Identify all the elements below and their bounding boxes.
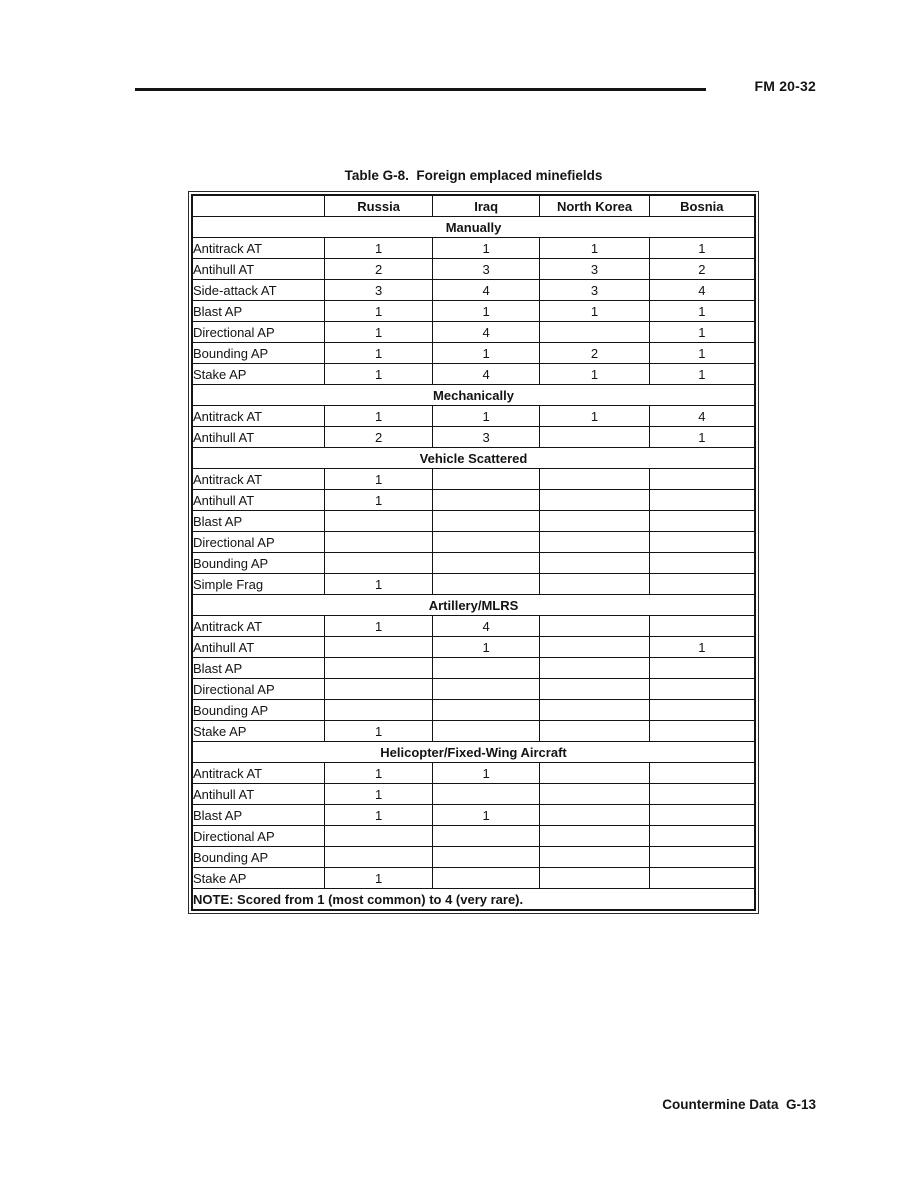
note-row [192, 889, 755, 911]
score-cell: 1 [432, 763, 540, 784]
score-cell: 3 [540, 280, 649, 301]
score-cell [325, 826, 433, 847]
score-cell [649, 532, 755, 553]
score-cell [540, 322, 649, 343]
score-cell [540, 763, 649, 784]
table-row [192, 532, 755, 553]
score-cell: 1 [325, 784, 433, 805]
score-cell: 1 [325, 721, 433, 742]
score-cell: 1 [649, 637, 755, 658]
score-cell: 4 [432, 280, 540, 301]
score-cell [432, 826, 540, 847]
row-label: Antihull AT [192, 637, 325, 658]
score-cell [325, 553, 433, 574]
score-cell: 2 [325, 259, 433, 280]
minefield-table-frame [188, 191, 759, 914]
score-cell [432, 784, 540, 805]
table-row [192, 364, 755, 385]
table-row [192, 238, 755, 259]
score-cell: 1 [649, 364, 755, 385]
row-label: Blast AP [192, 301, 325, 322]
table-row [192, 847, 755, 868]
table-row [192, 427, 755, 448]
score-cell: 1 [432, 343, 540, 364]
score-cell: 1 [649, 238, 755, 259]
score-cell [649, 805, 755, 826]
table-row [192, 259, 755, 280]
score-cell [432, 658, 540, 679]
score-cell [649, 784, 755, 805]
score-cell [540, 826, 649, 847]
score-cell: 1 [325, 574, 433, 595]
column-header-north-korea: North Korea [540, 195, 649, 217]
row-label: Antihull AT [192, 259, 325, 280]
score-cell [325, 637, 433, 658]
score-cell [432, 721, 540, 742]
score-cell: 2 [649, 259, 755, 280]
section-header-row [192, 595, 755, 616]
row-label: Antihull AT [192, 784, 325, 805]
row-label: Directional AP [192, 322, 325, 343]
score-cell [649, 679, 755, 700]
score-cell: 1 [325, 616, 433, 637]
score-cell: 1 [540, 301, 649, 322]
score-cell [649, 721, 755, 742]
score-cell: 1 [432, 238, 540, 259]
section-title: Vehicle Scattered [192, 448, 755, 469]
row-label: Antihull AT [192, 490, 325, 511]
score-cell [649, 574, 755, 595]
score-cell: 1 [432, 637, 540, 658]
score-cell [325, 511, 433, 532]
table-row [192, 805, 755, 826]
score-cell: 1 [649, 343, 755, 364]
score-cell [432, 469, 540, 490]
table-body [192, 217, 755, 889]
table-row [192, 406, 755, 427]
score-cell: 1 [432, 805, 540, 826]
table-row [192, 721, 755, 742]
score-cell [540, 574, 649, 595]
score-cell [649, 490, 755, 511]
score-cell: 1 [325, 343, 433, 364]
score-cell: 3 [432, 427, 540, 448]
column-header-russia: Russia [325, 195, 433, 217]
score-cell [649, 700, 755, 721]
score-cell: 3 [432, 259, 540, 280]
score-cell: 3 [540, 259, 649, 280]
score-cell [540, 679, 649, 700]
score-cell [432, 679, 540, 700]
score-cell: 1 [540, 406, 649, 427]
corner-cell [192, 195, 325, 217]
row-label: Stake AP [192, 364, 325, 385]
score-cell [649, 847, 755, 868]
score-cell [325, 679, 433, 700]
minefield-table [191, 194, 756, 911]
score-cell [432, 868, 540, 889]
score-cell: 1 [325, 469, 433, 490]
score-cell [649, 826, 755, 847]
score-cell [540, 784, 649, 805]
column-header-bosnia: Bosnia [649, 195, 755, 217]
doc-reference: FM 20-32 [754, 78, 816, 94]
section-header-row [192, 742, 755, 763]
section-title: Artillery/MLRS [192, 595, 755, 616]
score-cell [540, 847, 649, 868]
section-header-row [192, 385, 755, 406]
row-label: Antitrack AT [192, 763, 325, 784]
section-title: Manually [192, 217, 755, 238]
table-row [192, 322, 755, 343]
score-cell [649, 658, 755, 679]
score-cell [325, 658, 433, 679]
table-title: Table G-8. Foreign emplaced minefields [344, 168, 603, 183]
score-cell: 1 [325, 322, 433, 343]
score-cell: 1 [325, 868, 433, 889]
row-label: Antitrack AT [192, 406, 325, 427]
table-row [192, 679, 755, 700]
score-cell: 1 [649, 427, 755, 448]
page-footer: Countermine Data G-13 [662, 1097, 816, 1112]
score-cell [649, 868, 755, 889]
table-row [192, 469, 755, 490]
table-row [192, 490, 755, 511]
score-cell: 1 [325, 238, 433, 259]
score-cell [540, 637, 649, 658]
score-cell [649, 511, 755, 532]
score-cell [325, 847, 433, 868]
score-cell: 1 [649, 301, 755, 322]
score-cell [649, 469, 755, 490]
score-cell [540, 469, 649, 490]
score-cell: 4 [649, 406, 755, 427]
row-label: Blast AP [192, 511, 325, 532]
table-row [192, 763, 755, 784]
section-title: Helicopter/Fixed-Wing Aircraft [192, 742, 755, 763]
score-cell: 4 [649, 280, 755, 301]
row-label: Blast AP [192, 805, 325, 826]
score-cell: 1 [432, 301, 540, 322]
column-header-row [192, 195, 755, 217]
row-label: Blast AP [192, 658, 325, 679]
table-row [192, 826, 755, 847]
row-label: Directional AP [192, 826, 325, 847]
section-header-row [192, 448, 755, 469]
score-cell [325, 532, 433, 553]
score-cell: 4 [432, 322, 540, 343]
score-cell [540, 532, 649, 553]
row-label: Directional AP [192, 679, 325, 700]
score-cell [540, 490, 649, 511]
score-cell: 1 [325, 406, 433, 427]
score-cell: 4 [432, 364, 540, 385]
row-label: Bounding AP [192, 700, 325, 721]
table-row [192, 553, 755, 574]
score-cell [540, 658, 649, 679]
score-cell [432, 847, 540, 868]
column-header-iraq: Iraq [432, 195, 540, 217]
score-cell [432, 574, 540, 595]
table-row [192, 511, 755, 532]
section-title: Mechanically [192, 385, 755, 406]
table-row [192, 280, 755, 301]
score-cell [432, 532, 540, 553]
row-label: Antihull AT [192, 427, 325, 448]
row-label: Simple Frag [192, 574, 325, 595]
row-label: Bounding AP [192, 553, 325, 574]
table-row [192, 616, 755, 637]
score-cell: 2 [540, 343, 649, 364]
score-cell: 1 [649, 322, 755, 343]
score-cell [540, 427, 649, 448]
score-cell [540, 868, 649, 889]
score-cell: 1 [325, 301, 433, 322]
score-cell [432, 553, 540, 574]
section-header-row [192, 217, 755, 238]
score-cell [432, 511, 540, 532]
score-cell [649, 616, 755, 637]
table-row [192, 700, 755, 721]
table-row [192, 784, 755, 805]
row-label: Directional AP [192, 532, 325, 553]
row-label: Bounding AP [192, 343, 325, 364]
table-row [192, 343, 755, 364]
score-cell [649, 763, 755, 784]
row-label: Stake AP [192, 721, 325, 742]
row-label: Antitrack AT [192, 616, 325, 637]
score-cell [432, 490, 540, 511]
row-label: Bounding AP [192, 847, 325, 868]
table-row [192, 574, 755, 595]
table-row [192, 301, 755, 322]
table-row [192, 658, 755, 679]
table-row [192, 868, 755, 889]
score-cell [649, 553, 755, 574]
row-label: Antitrack AT [192, 238, 325, 259]
score-cell [325, 700, 433, 721]
score-cell: 1 [325, 805, 433, 826]
score-cell [540, 805, 649, 826]
row-label: Stake AP [192, 868, 325, 889]
score-cell: 1 [325, 763, 433, 784]
score-cell [540, 511, 649, 532]
row-label: Antitrack AT [192, 469, 325, 490]
note-text: NOTE: Scored from 1 (most common) to 4 (very rare). [192, 889, 755, 911]
table-row [192, 637, 755, 658]
score-cell: 1 [432, 406, 540, 427]
score-cell: 2 [325, 427, 433, 448]
score-cell [540, 721, 649, 742]
score-cell: 1 [540, 238, 649, 259]
score-cell [432, 700, 540, 721]
score-cell: 1 [325, 364, 433, 385]
score-cell: 1 [325, 490, 433, 511]
score-cell [540, 616, 649, 637]
score-cell: 1 [540, 364, 649, 385]
score-cell: 3 [325, 280, 433, 301]
row-label: Side-attack AT [192, 280, 325, 301]
score-cell: 4 [432, 616, 540, 637]
score-cell [540, 553, 649, 574]
score-cell [540, 700, 649, 721]
